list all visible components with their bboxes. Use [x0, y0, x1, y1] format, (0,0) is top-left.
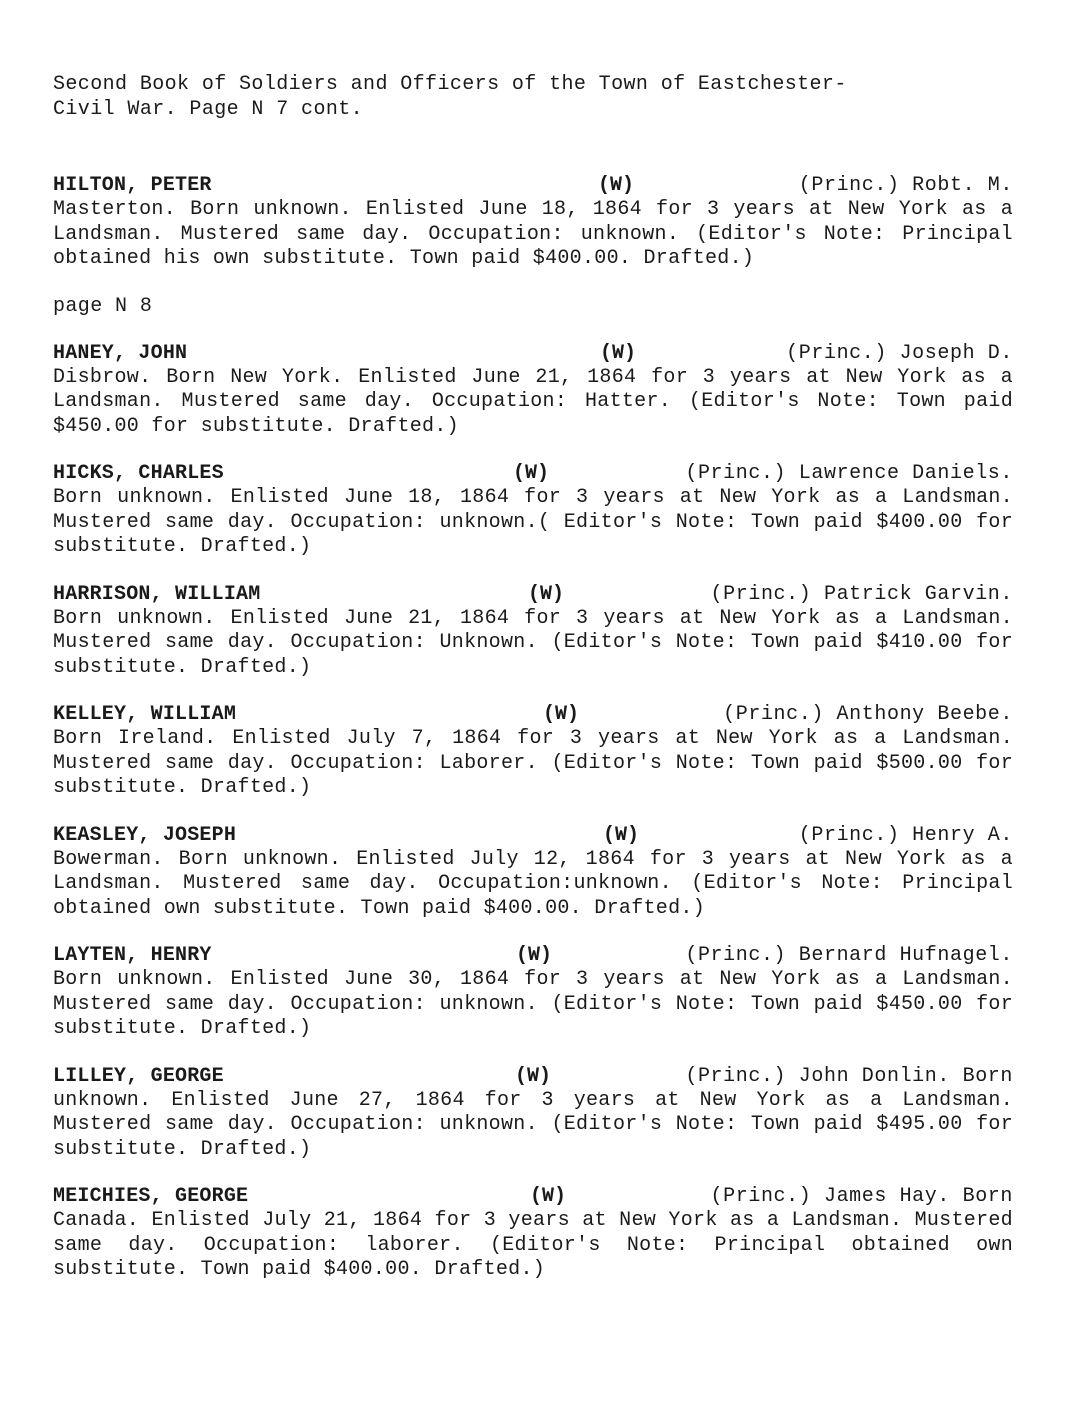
entry-heading — [53, 341, 1013, 366]
soldier-name: HANEY, JOHN — [53, 341, 188, 365]
entry-heading — [53, 823, 1013, 848]
entry-text: Born Ireland. Enlisted July 7, 1864 for 3 years at New York as a Landsman. Mustered same day. Occupation: Laborer. (Editor's Note: Town paid $500.00 for substitute. Drafted.) — [53, 727, 1013, 799]
entry-text: Masterton. Born unknown. Enlisted June 18, 1864 for 3 years at New York as a Landsman. Mustered same day. Occupation: unknown. (Editor's Note: Principal obtained his own substitute. Town paid $400.00. Drafted.) — [53, 198, 1013, 270]
soldier-name: LAYTEN, HENRY — [53, 944, 212, 967]
principal-name: (Princ.) Anthony Beebe. — [723, 703, 1013, 726]
principal-name: (Princ.) Lawrence Daniels. — [685, 462, 1013, 485]
soldier-name: MEICHIES, GEORGE — [53, 1185, 249, 1208]
soldier-name: LILLEY, GEORGE — [53, 1064, 224, 1088]
entry-text: unknown. Enlisted June 27, 1864 for 3 years at New York as a Landsman. Mustered same day. Occupation: unknown. (Editor's Note: Town paid $495.00 for substitute. Drafted.) — [53, 1088, 1013, 1161]
entry-heading — [53, 1064, 1013, 1089]
soldier-entry — [53, 1064, 1013, 1163]
entry-heading — [53, 582, 1013, 607]
document-header — [53, 72, 1013, 122]
page-label: page N 8 — [53, 294, 153, 318]
soldier-name: HICKS, CHARLES — [53, 462, 224, 485]
ward-mark: (W) — [530, 1185, 567, 1208]
header-line-2: Civil War. Page N 7 cont. — [53, 98, 364, 121]
entry-text: Bowerman. Born unknown. Enlisted July 12, 1864 for 3 years at New York as a Landsman. Mustered same day. Occupation:unknown. (Editor's Note: Principal obtained own substitute. Town paid $400.00. Drafted.) — [53, 847, 1013, 920]
entry-heading — [53, 702, 1013, 727]
soldier-entry — [53, 461, 1013, 560]
soldier-name: HARRISON, WILLIAM — [53, 582, 261, 606]
principal-name: (Princ.) James Hay. Born — [710, 1185, 1013, 1208]
entry-text: Born unknown. Enlisted June 30, 1864 for 3 years at New York as a Landsman. Mustered same day. Occupation: unknown. (Editor's Note: Town paid $450.00 for substitute. Drafted.) — [53, 968, 1013, 1040]
entry-heading — [53, 943, 1013, 968]
ward-mark: (W) — [598, 174, 635, 197]
entry-heading — [53, 1184, 1013, 1209]
soldier-entry — [53, 173, 1013, 272]
soldier-name: KEASLEY, JOSEPH — [53, 823, 237, 847]
entry-heading — [53, 173, 1013, 198]
soldier-name: HILTON, PETER — [53, 174, 212, 197]
principal-name: (Princ.) Bernard Hufnagel. — [685, 944, 1013, 967]
ward-mark: (W) — [515, 1064, 552, 1088]
soldier-entry — [53, 582, 1013, 681]
ward-mark: (W) — [600, 341, 637, 365]
ward-mark: (W) — [528, 582, 565, 606]
soldier-entry — [53, 943, 1013, 1042]
soldier-entry — [53, 823, 1013, 922]
principal-name: (Princ.) John Donlin. Born — [685, 1064, 1013, 1088]
entry-text: Canada. Enlisted July 21, 1864 for 3 years at New York as a Landsman. Mustered same day. Occupation: laborer. (Editor's Note: Principal obtained own substitute. Town paid $400.00. Drafted.) — [53, 1209, 1013, 1281]
header-line-1: Second Book of Soldiers and Officers of the Town of Eastchester- — [53, 73, 847, 96]
principal-name: (Princ.) Henry A. — [798, 823, 1013, 847]
entry-text: Born unknown. Enlisted June 21, 1864 for 3 years at New York as a Landsman. Mustered same day. Occupation: Unknown. (Editor's Note: Town paid $410.00 for substitute. Drafted.) — [53, 606, 1013, 679]
soldier-entry — [53, 341, 1013, 440]
ward-mark: (W) — [603, 823, 640, 847]
entry-text: Born unknown. Enlisted June 18, 1864 for 3 years at New York as a Landsman. Mustered same day. Occupation: unknown.( Editor's Note: Town paid $400.00 for substitute. Drafted.) — [53, 486, 1013, 558]
document-page — [53, 72, 1013, 1305]
entry-text: Disbrow. Born New York. Enlisted June 21, 1864 for 3 years at New York as a Landsman. Mustered same day. Occupation: Hatter. (Editor's Note: Town paid $450.00 for substitute. Drafted.) — [53, 365, 1013, 438]
soldier-name: KELLEY, WILLIAM — [53, 703, 237, 726]
soldier-entry — [53, 1184, 1013, 1283]
soldier-entry — [53, 702, 1013, 801]
entry-heading — [53, 461, 1013, 486]
ward-mark: (W) — [543, 703, 580, 726]
principal-name: (Princ.) Robt. M. — [798, 174, 1013, 197]
ward-mark: (W) — [516, 944, 553, 967]
ward-mark: (W) — [513, 462, 550, 485]
principal-name: (Princ.) Patrick Garvin. — [710, 582, 1013, 606]
principal-name: (Princ.) Joseph D. — [786, 341, 1013, 365]
